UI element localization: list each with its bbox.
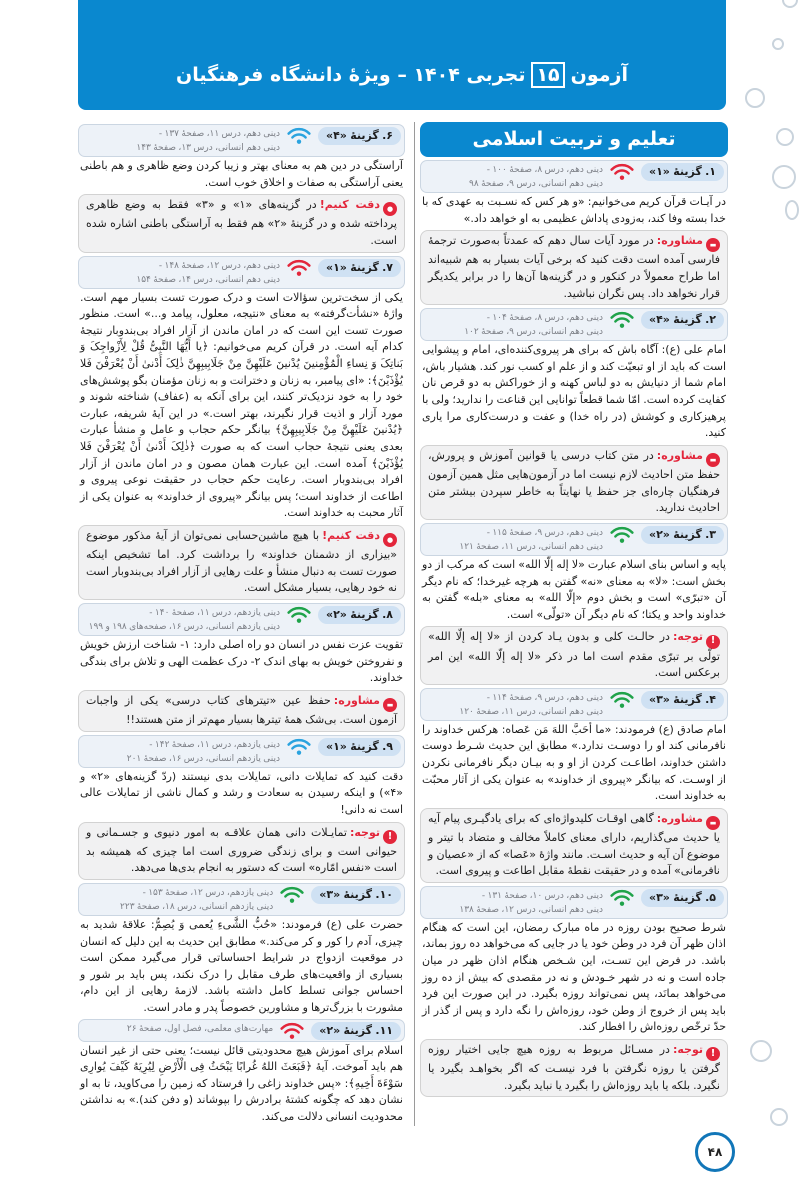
difficulty-signal-icon <box>286 738 312 756</box>
answer-item <box>78 124 405 253</box>
note-warning <box>420 1039 728 1097</box>
answer-header <box>78 883 405 916</box>
answer-header <box>420 886 728 919</box>
answer-option-label: ۸. گزینهٔ «۲» <box>318 606 401 624</box>
page-number: ۴۸ <box>695 1132 735 1172</box>
exclamation-icon: ! <box>706 1047 720 1061</box>
note-text: با هیچ ماشین‌حسابی نمی‌توان از آیهٔ مذکور موضوع «بیزاری از دشمنان خداوند» را برداشت کرد. اما تشخیص اینکه صورت تست به دنبال منشأ و علت رهایی از آزار افراد بی‌بندوبار است نه خود رهایی، بسیار مشکل است. <box>86 528 397 595</box>
answer-item <box>420 886 728 1098</box>
exclamation-icon: ! <box>706 635 720 649</box>
exam-number-box: ۱۵ <box>531 62 564 88</box>
textbook-references <box>459 889 603 917</box>
decorative-ring <box>776 128 794 146</box>
note-tip <box>78 525 405 600</box>
answer-explanation: پایه و اساس بنای اسلام عبارت «لا إله إلّا الله» است که مرکب از دو بخش است: «لا» به معنای «نه» گفتن به هرچه غیرخدا؛ که نام دیگر آن «تبرّی» است و بخش دوم «إلّا الله» به معنای «بله» گفتن به خداوند واحد و یکتا؛ که نام دیگر آن «تولّی» است. <box>422 557 726 621</box>
note-label: مشاوره: <box>656 448 703 462</box>
answer-item <box>420 688 728 883</box>
difficulty-signal-icon <box>286 127 312 145</box>
answer-header <box>78 603 405 636</box>
answer-header <box>78 1019 405 1042</box>
textbook-references <box>136 259 280 287</box>
reference-line: دینی دهم انسانی، درس ۹، صفحهٔ ۹۸ <box>469 179 603 189</box>
decorative-ring <box>782 0 798 8</box>
answer-header <box>420 160 728 193</box>
difficulty-signal-icon <box>609 163 635 181</box>
reference-line: دینی دهم، درس ۸، صفحهٔ ۱۰۰ - <box>486 165 603 175</box>
exclamation-icon: ! <box>383 830 397 844</box>
note-warning <box>420 626 728 684</box>
chat-bubble-icon: ▬ <box>706 453 720 467</box>
textbook-references <box>89 606 280 634</box>
reference-line: دینی دهم، درس ۸، صفحهٔ ۱۰۴ - <box>486 313 603 324</box>
textbook-references <box>127 1022 273 1036</box>
answer-option-label: ۷. گزینهٔ «۱» <box>318 259 401 277</box>
decorative-ring <box>750 1040 772 1062</box>
textbook-references <box>459 526 603 554</box>
note-text: در متن کتاب درسی یا قوانین آموزش و پرورش، حفظ متن احادیث لازم نیست اما در آزمون‌هایی مثل همین آزمون فرهنگیان چاره‌ای جز حفظ یا نهایتاً به خاطر سپردن بیشتر متن احادیث ندارید. <box>428 448 720 515</box>
note-text: گاهی اوقـات کلیدواژه‌ای که برای یادگیـری پیام آیه یا حدیث می‌گذاریم، دارای معنای کاملاً مخالف و متضاد با تیتر و موضوع آن آیه و حدیث اسـت. مانند واژهٔ «عَصا» که از «عصیان و نافرمانی» آمده و در حقیقت نقطهٔ مقابل اطاعت و پیروی است. <box>428 811 720 878</box>
textbook-references <box>120 886 273 914</box>
decorative-ring <box>772 38 784 50</box>
note-text: تمایـلات دانی همان علاقـه به امور دنیوی و جسـمانی و حیوانی است و برای زندگی ضروری است اما چیزی که همیشه بد است «نفس امّاره» است که دستور به انجام بدی‌ها می‌دهد. <box>86 825 397 875</box>
lightbulb-icon: ● <box>383 533 397 547</box>
note-label: توجه: <box>672 1042 703 1056</box>
answer-explanation: امام علی (ع): آگاه باش که برای هر پیروی‌کننده‌ای، امام و پیشوایی است که باید از او تبعیّت کند و از علم او کسب نور کند. هشیار باش، امام شما از دنیایش به دو لباس کهنه و از خوراکش به دو قرص نان کفایت کرده است. امّا شما قطعاً توانایی این قناعت را ندارید؛ ولی با پرهیزکاری و کوشش (در راه خدا) و عفت و درست‌کاری مرا یاری کنید. <box>422 343 726 440</box>
reference-line: دینی دهم انسانی، درس ۱۳، صفحهٔ ۱۴۳ <box>136 143 280 153</box>
note-advice <box>420 230 728 305</box>
answer-option-label: ۳. گزینهٔ «۲» <box>641 526 724 544</box>
note-text: در مورد آیات سال دهم که عمدتاً به‌صورت ترجمهٔ فارسی آمده است دقت کنید که برخی آیات بسیار به هم شبیه‌اند اما طراح معمولاً در کنکور و در گزینه‌ها آن‌ها را در برابر یکدیگر قرار نخواهد داد. پس نگران نباشید. <box>428 234 720 300</box>
reference-line: دینی دهم انسانی، درس ۱۱، صفحهٔ ۱۲۰ <box>459 706 603 717</box>
answer-item <box>78 256 405 600</box>
reference-line: دینی دهم، درس ۱۱، صفحهٔ ۱۳۷ - <box>158 129 280 139</box>
decorative-ring <box>770 1108 788 1126</box>
note-label: دقت کنیم! <box>319 198 380 212</box>
reference-line: دینی یازدهم، درس ۱۱، صفحهٔ ۱۴۰ - <box>149 608 280 619</box>
answer-option-label: ۱۰. گزینهٔ «۳» <box>311 886 401 904</box>
section-title: تعلیم و تربیت اسلامی <box>420 122 728 157</box>
reference-line: دینی یازدهم انسانی، درس ۱۶، صفحه‌های ۱۹۸ و ۱۹۹ <box>88 622 280 633</box>
reference-line: دینی دهم، درس ۹، صفحهٔ ۱۱۴ - <box>486 692 603 703</box>
reference-line: دینی دهم انسانی، درس ۱۲، صفحهٔ ۱۳۸ <box>459 904 603 915</box>
difficulty-signal-icon <box>609 311 635 329</box>
decorative-ring <box>772 165 796 189</box>
answer-option-label: ۹. گزینهٔ «۱» <box>318 738 401 756</box>
answer-header <box>78 256 405 289</box>
note-label: توجه: <box>349 825 380 839</box>
answer-option-label: ۱۱. گزینهٔ «۲» <box>311 1022 401 1040</box>
answer-header <box>420 523 728 556</box>
answer-option-label: ۱. گزینهٔ «۱» <box>641 163 724 181</box>
textbook-references <box>469 163 603 191</box>
note-label: توجه: <box>672 630 703 644</box>
answer-option-label: ۶. گزینهٔ «۴» <box>318 127 401 145</box>
reference-line: مهارت‌های معلمی، فصل اول، صفحهٔ ۲۶ <box>126 1023 274 1034</box>
answer-explanation: دقت کنید که تمایلات دانی، تمایلات بدی نیستند (ردّ گزینه‌های «۲» و «۴») و اینکه رسیدن به سعادت و رشد و کمال ناشی از تمایلات عالی است نه دانی! <box>80 769 403 816</box>
difficulty-signal-icon <box>279 1022 305 1040</box>
note-tip <box>78 194 405 252</box>
exam-title-prefix: آزمون <box>570 64 628 86</box>
reference-line: دینی یازدهم، درس ۱۲، صفحهٔ ۱۵۳ - <box>142 888 274 898</box>
answer-explanation: اسلام برای آموزش هیچ محدودیتی قائل نیست؛ یعنی حتی از غیر انسان هم باید آموخت. آیهٔ ﴿فَبَعَثَ اللهُ غُرابًا یَبْحَثُ فِی الْأَرْضِ لِیُرِیَهُ کَیْفَ یُوارِی سَوْءَةَ أَخِیهِ﴾: «پس خداوند زاغی را فرستاد که زمین را می‌کاوید، تا به او نشان دهد که چگونه کشتهٔ برادرش را بپوشاند (و دفن کند).» به نداشتن محدودیت انسانی دلالت می‌کند. <box>80 1043 403 1123</box>
note-text: در گزینه‌های «۱» و «۳» فقط به وضع ظاهری پرداخته شده و در گزینهٔ «۲» هم فقط به آراستگی باطنی اشاره شده است. <box>86 198 397 248</box>
right-column <box>415 122 728 1100</box>
reference-line: دینی دهم انسانی، درس ۹، صفحهٔ ۱۰۲ <box>464 327 603 338</box>
answer-header <box>420 688 728 721</box>
answer-explanation: امام صادق (ع) فرمودند: «ما أحَبَّ اللهَ مَن عَصاه: هرکس خداوند را نافرمانی کند او را دوسـت ندارد.» مطابق این حدیث شـرط دوست داشتن خداوند، اطاعـت کردن از او و به بیـان دیگر نافرمانی نکردن از اوسـت. که بیانگر «پیروی از خداوند» به عنوان یکی از آثار محبّت به خداوند است. <box>422 722 726 803</box>
reference-line: دینی یازدهم انسانی، درس ۱۶، صفحهٔ ۲۰۱ <box>126 753 280 764</box>
answer-explanation: حضرت علی (ع) فرمودند: «حُبُّ الشَّیءِ یُعمی وَ یُصِمُّ: علاقهٔ شدید به چیزی، آدم را کور و کر می‌کند.» مطابق این حدیث به این دلیل که انسان در موقعیت ازدواج در شرایط احساساتی قرار می‌گیرد ممکن است بسیاری از واقعیت‌های طرف مقابل را درک نکند، پس باید بر شور و احساس جوانی تسلط کامل داشته باشد. لازمهٔ رهایی از این دام، مشورت با بزرگ‌ترها و مشاورین خصوصاً پدر و مادر است. <box>80 918 403 1014</box>
chat-bubble-icon: ▬ <box>383 698 397 712</box>
note-advice <box>78 690 405 732</box>
note-text: حفظ عین «تیترهای کتاب درسی» یکی از واجبات آزمون است. بی‌شک همهٔ تیترها بسیار مهم‌تر از متن هستند!! <box>86 693 397 727</box>
textbook-references <box>459 691 603 719</box>
answer-item <box>420 523 728 685</box>
note-text: در مسـائل مربوط به روزه هیچ جایی اختیار روزه گرفتن یا روزه نگرفتن با فرد نیسـت که اگر بخواهـد بگیرد یا نگیرد. بلکه یا باید روزه‌اش را بگیرد یا نباید بگیرد. <box>428 1042 720 1092</box>
reference-line: دینی دهم، درس ۱۲، صفحهٔ ۱۴۸ - <box>158 260 280 271</box>
right-answers <box>420 160 728 1097</box>
answer-option-label: ۲. گزینهٔ «۴» <box>641 311 724 329</box>
note-advice <box>420 445 728 520</box>
decorative-ring <box>745 88 765 108</box>
answer-header <box>78 735 405 768</box>
note-text: در حالـت کلی و بدون یـاد کردن از «لا إله إلّا الله» تولّی بر تبرّی مقدم است اما در ذکر «لا إله إلّا الله» این امر برعکس است. <box>428 630 720 680</box>
note-label: مشاوره: <box>656 234 703 248</box>
answer-explanation: شرط صحیح بودن روزه در ماه مبارک رمضان، این است که هنگام اذان ظهر آن فرد در وطن خود یا در جایی که می‌خواهد ده روز بماند، باشد. در فرض این تسـت، این شـخص هنگام اذان ظهر در میان جاده است و نه در شهر خـودش و نه در مقصدی که بیش از ده روز می‌خواهد بمانَد، پس نمی‌تواند روزه بگیرد. در این صورت این فرد باید پس از خروج از وطن خود، روزه‌اش را نگه دارد و پس از گذر از حدّ ترخّص روزه‌اش را افطار کند. <box>422 920 726 1034</box>
answer-explanation: در آیـات قرآن کریم می‌خوانیم: «و هر کس که نسـبت به عهدی که با خدا بسته وفا کند، به‌زودی پاداش عظیمی به او خواهد داد.» <box>422 195 726 225</box>
note-warning <box>78 822 405 880</box>
lightbulb-icon: ● <box>383 202 397 216</box>
difficulty-signal-icon <box>609 889 635 907</box>
difficulty-signal-icon <box>609 691 635 709</box>
answer-option-label: ۵. گزینهٔ «۳» <box>641 889 724 907</box>
reference-line: دینی دهم، درس ۱۰، صفحهٔ ۱۳۱ - <box>481 890 603 901</box>
answer-header <box>78 124 405 157</box>
answer-option-label: ۴. گزینهٔ «۳» <box>641 691 724 709</box>
answer-explanation: آراستگی در دین هم به معنای بهتر و زیبا کردن وضع ظاهری و هم باطنی یعنی آراستگی به صفات و اخلاق خوب است. <box>80 159 403 189</box>
difficulty-signal-icon <box>279 886 305 904</box>
reference-line: دینی دهم، درس ۹، صفحهٔ ۱۱۵ - <box>486 527 603 538</box>
exam-title-suffix: تجربی ۱۴۰۴ – ویژهٔ دانشگاه فرهنگیان <box>176 64 526 86</box>
answer-header <box>420 308 728 341</box>
answer-explanation: یکی از سخت‌ترین سؤالات است و درک صورت تست بسیار مهم است. واژهٔ «نشأت‌گرفته» به معنای «نتیجه، معلول، پیامد و...» است. منظور صورت تست این است که در امان ماندن از آزار افراد بی‌بندوبار نتیجهٔ کدام آیه است. در قرآن کریم می‌خوانیم: ﴿یا أَیُّهَا النَّبِیُّ قُلْ لِأَزْواجِکَ وَ بَناتِکَ وَ نِساءِ الْمُؤْمِنینَ یُدْنینَ عَلَیْهِنَّ مِنْ جَلَابِیبِهِنَّ ذٰلِکَ أَدْنیٰ أَنْ یُعْرَفْنَ فَلا یُؤْذَیْنَ﴾: «ای پیامبر، به زنان و دخترانت و به زنان مؤمنان بگو پوشش‌های خود را به خود نزدیک‌تر کنند، این برای آنکه به (عفاف) شناخته شوند و مورد آزار و اذیت قرار نگیرند، بهتر است.» در این آیهٔ شریفه، عبارت ﴿یُدْنینَ عَلَیْهِنَّ مِنْ جَلَابِیبِهِنَّ﴾ بیانگر حکم حجاب و عامل و منشأ عبارت بعدی یعنی نتیجهٔ حجاب است که به صورت ﴿ذٰلِکَ أَدْنیٰ أَنْ یُعْرَفْنَ فَلا یُؤْذَیْنَ﴾ آمده است. این عبارت همان مصون و در امان ماندن از آزار افراد بی‌بندوبار است. رعایت حکم حجاب در حقیقت نوعی پیروی و اطاعت از خداوند است؛ پس بیانگر «پیروی از خداوند» به عنوان یکی از آثار محبت به خداوند است. <box>80 290 403 520</box>
note-label: دقت کنیم! <box>322 528 381 542</box>
difficulty-signal-icon <box>286 259 312 277</box>
reference-line: دینی یازدهم، درس ۱۱، صفحهٔ ۱۴۲ - <box>149 739 280 750</box>
reference-line: دینی دهم انسانی، درس ۱۱، صفحهٔ ۱۲۱ <box>459 541 603 552</box>
textbook-references <box>136 127 280 155</box>
page-footer <box>0 1132 805 1192</box>
content-columns <box>78 0 728 1126</box>
chat-bubble-icon: ▬ <box>706 238 720 252</box>
chat-bubble-icon: ▬ <box>706 816 720 830</box>
decorative-ring <box>785 200 799 220</box>
textbook-references <box>464 311 603 339</box>
answer-item <box>78 1019 405 1126</box>
answer-item <box>78 735 405 880</box>
textbook-references <box>127 738 280 766</box>
answer-explanation: تقویت عزت نفس در انسان دو راه اصلی دارد: ۱- شناخت ارزش خویش و نفروختن خویش به بهای اندک ۲- درک عظمت الهی و تلاش برای بندگی خداوند. <box>80 638 403 685</box>
reference-line: دینی دهم انسانی، درس ۱۴، صفحهٔ ۱۵۴ <box>136 274 280 285</box>
note-label: مشاوره: <box>656 811 703 825</box>
answer-item <box>78 883 405 1017</box>
note-advice <box>420 808 728 883</box>
difficulty-signal-icon <box>286 606 312 624</box>
answer-item <box>78 603 405 732</box>
difficulty-signal-icon <box>609 526 635 544</box>
answer-item <box>420 308 728 520</box>
note-label: مشاوره: <box>333 693 380 707</box>
left-column <box>78 122 415 1126</box>
answer-item <box>420 160 728 305</box>
reference-line: دینی یازدهم انسانی، درس ۱۸، صفحهٔ ۲۲۳ <box>120 902 274 912</box>
